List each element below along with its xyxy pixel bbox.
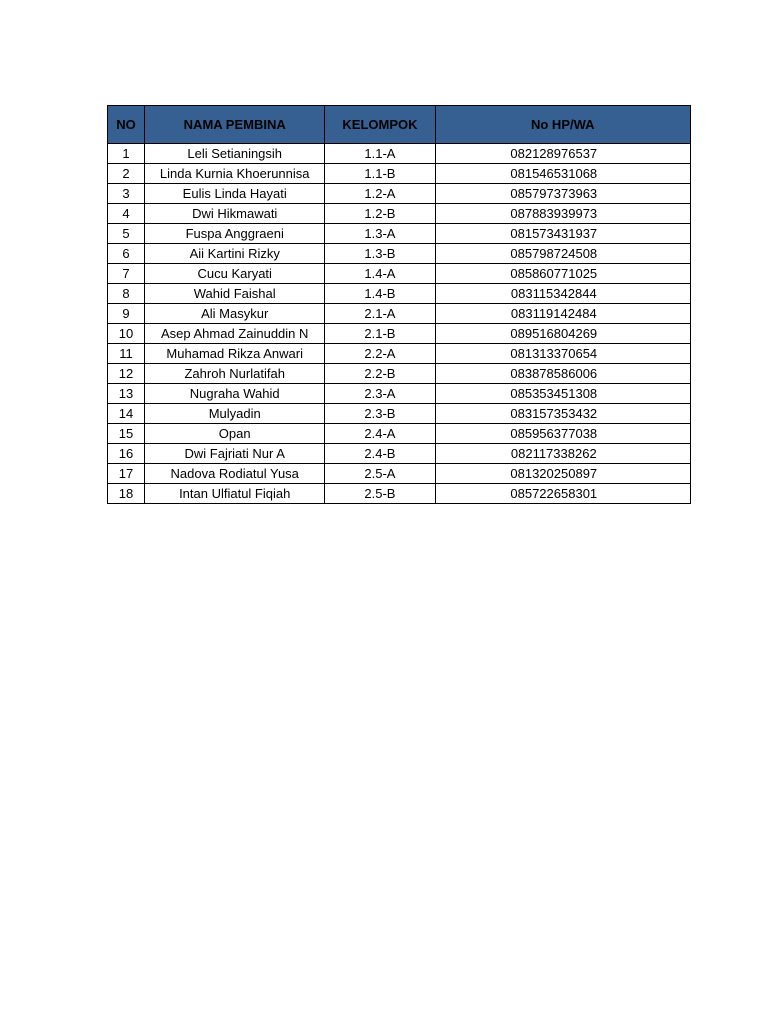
row-number-cell: 13: [108, 384, 145, 404]
kelompok-cell: 1.1-A: [325, 144, 435, 164]
kelompok-cell: 2.3-B: [325, 404, 435, 424]
phone-number-cell: 083878586006: [435, 364, 690, 384]
pembina-name-cell: Wahid Faishal: [145, 284, 325, 304]
pembina-name-cell: Intan Ulfiatul Fiqiah: [145, 484, 325, 504]
table-row: [108, 164, 691, 184]
kelompok-cell: 1.4-A: [325, 264, 435, 284]
pembina-name-cell: Dwi Fajriati Nur A: [145, 444, 325, 464]
pembina-name-cell: Asep Ahmad Zainuddin N: [145, 324, 325, 344]
kelompok-cell: 2.5-B: [325, 484, 435, 504]
phone-number-cell: 081546531068: [435, 164, 690, 184]
phone-number-cell: 083157353432: [435, 404, 690, 424]
kelompok-cell: 2.1-B: [325, 324, 435, 344]
pembina-name-cell: Fuspa Anggraeni: [145, 224, 325, 244]
row-number-cell: 4: [108, 204, 145, 224]
row-number-cell: 10: [108, 324, 145, 344]
kelompok-cell: 2.4-B: [325, 444, 435, 464]
row-number-cell: 15: [108, 424, 145, 444]
pembina-name-cell: Cucu Karyati: [145, 264, 325, 284]
kelompok-cell: 2.3-A: [325, 384, 435, 404]
phone-number-cell: 087883939973: [435, 204, 690, 224]
pembina-name-cell: Opan: [145, 424, 325, 444]
phone-number-cell: 089516804269: [435, 324, 690, 344]
pembina-name-cell: Leli Setianingsih: [145, 144, 325, 164]
kelompok-cell: 2.4-A: [325, 424, 435, 444]
row-number-cell: 5: [108, 224, 145, 244]
kelompok-cell: 1.4-B: [325, 284, 435, 304]
kelompok-cell: 2.1-A: [325, 304, 435, 324]
pembina-name-cell: Muhamad Rikza Anwari: [145, 344, 325, 364]
table-row: [108, 424, 691, 444]
table-row: [108, 364, 691, 384]
kelompok-cell: 2.2-A: [325, 344, 435, 364]
row-number-cell: 18: [108, 484, 145, 504]
phone-number-cell: 085956377038: [435, 424, 690, 444]
header-no: NO: [108, 106, 145, 144]
phone-number-cell: 085797373963: [435, 184, 690, 204]
row-number-cell: 3: [108, 184, 145, 204]
phone-number-cell: 085353451308: [435, 384, 690, 404]
header-group: KELOMPOK: [325, 106, 435, 144]
header-row: [108, 106, 691, 144]
phone-number-cell: 085798724508: [435, 244, 690, 264]
pembina-name-cell: Ali Masykur: [145, 304, 325, 324]
row-number-cell: 14: [108, 404, 145, 424]
row-number-cell: 8: [108, 284, 145, 304]
table-row: [108, 384, 691, 404]
phone-number-cell: 085722658301: [435, 484, 690, 504]
pembina-table: [107, 105, 691, 504]
row-number-cell: 11: [108, 344, 145, 364]
table-row: [108, 344, 691, 364]
kelompok-cell: 1.1-B: [325, 164, 435, 184]
pembina-name-cell: Dwi Hikmawati: [145, 204, 325, 224]
phone-number-cell: 082128976537: [435, 144, 690, 164]
pembina-name-cell: Nadova Rodiatul Yusa: [145, 464, 325, 484]
table-row: [108, 324, 691, 344]
pembina-name-cell: Mulyadin: [145, 404, 325, 424]
pembina-name-cell: Eulis Linda Hayati: [145, 184, 325, 204]
pembina-name-cell: Zahroh Nurlatifah: [145, 364, 325, 384]
pembina-name-cell: Linda Kurnia Khoerunnisa: [145, 164, 325, 184]
table-body: [108, 144, 691, 504]
header-phone: No HP/WA: [435, 106, 690, 144]
table-row: [108, 184, 691, 204]
phone-number-cell: 083119142484: [435, 304, 690, 324]
row-number-cell: 2: [108, 164, 145, 184]
table-row: [108, 404, 691, 424]
row-number-cell: 9: [108, 304, 145, 324]
table-row: [108, 444, 691, 464]
phone-number-cell: 081320250897: [435, 464, 690, 484]
table-row: [108, 464, 691, 484]
kelompok-cell: 1.3-A: [325, 224, 435, 244]
phone-number-cell: 085860771025: [435, 264, 690, 284]
table-row: [108, 224, 691, 244]
table-row: [108, 204, 691, 224]
table-row: [108, 244, 691, 264]
kelompok-cell: 1.2-A: [325, 184, 435, 204]
kelompok-cell: 2.5-A: [325, 464, 435, 484]
kelompok-cell: 1.2-B: [325, 204, 435, 224]
kelompok-cell: 1.3-B: [325, 244, 435, 264]
row-number-cell: 17: [108, 464, 145, 484]
header-name: NAMA PEMBINA: [145, 106, 325, 144]
phone-number-cell: 081313370654: [435, 344, 690, 364]
row-number-cell: 16: [108, 444, 145, 464]
row-number-cell: 1: [108, 144, 145, 164]
row-number-cell: 12: [108, 364, 145, 384]
phone-number-cell: 083115342844: [435, 284, 690, 304]
table-row: [108, 144, 691, 164]
phone-number-cell: 082117338262: [435, 444, 690, 464]
row-number-cell: 7: [108, 264, 145, 284]
table-row: [108, 484, 691, 504]
pembina-name-cell: Nugraha Wahid: [145, 384, 325, 404]
table-row: [108, 304, 691, 324]
kelompok-cell: 2.2-B: [325, 364, 435, 384]
phone-number-cell: 081573431937: [435, 224, 690, 244]
pembina-name-cell: Aii Kartini Rizky: [145, 244, 325, 264]
table-row: [108, 264, 691, 284]
table-row: [108, 284, 691, 304]
row-number-cell: 6: [108, 244, 145, 264]
